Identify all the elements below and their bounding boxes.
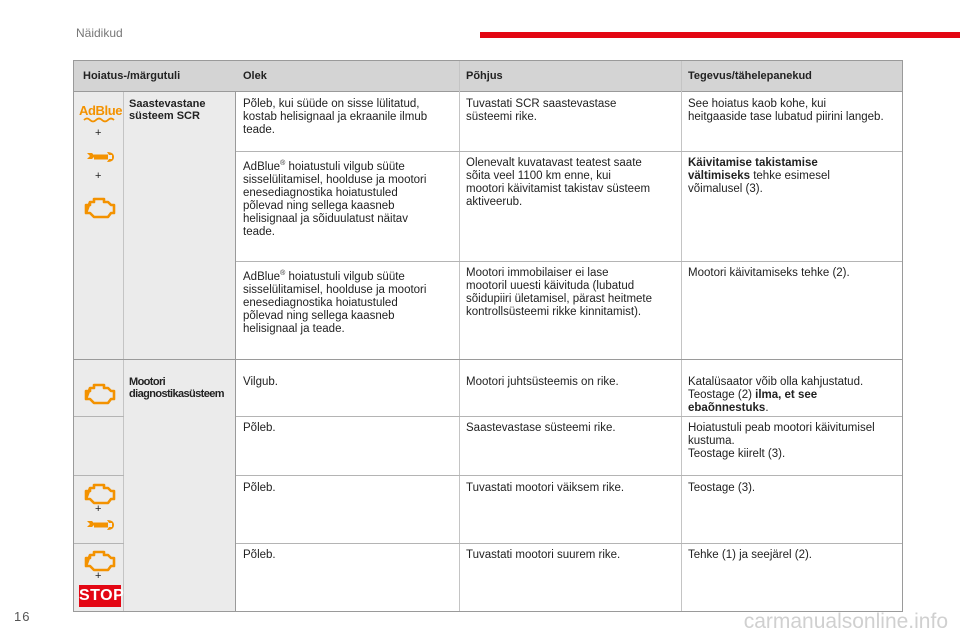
row-divider bbox=[236, 151, 902, 152]
diag-r4-cause: Tuvastati mootori suurem rike. bbox=[466, 549, 621, 561]
diag-r2-cause: Saastevastase süsteemi rike. bbox=[466, 422, 616, 434]
diag-r4-action: Tehke (1) ja seejärel (2). bbox=[688, 549, 812, 561]
indicator-name-column bbox=[124, 92, 236, 611]
row-divider bbox=[236, 475, 902, 476]
wrench-icon bbox=[84, 149, 116, 165]
group-divider bbox=[74, 359, 902, 360]
scr-r1-action: See hoiatus kaob kohe, kui heitgaaside tase lubatud piirini langeb. bbox=[688, 98, 884, 123]
scr-r3-cause: Mootori immobilaiser ei lase mootoril uuesti käivituda (lubatud sõidupiiri ületamisel, pärast heitmete kontrollsüsteemi rikke kinnitamist). bbox=[466, 267, 653, 318]
plus-icon: + bbox=[95, 503, 102, 515]
row-divider bbox=[74, 416, 124, 417]
diag-r2-state: Põleb. bbox=[243, 422, 276, 434]
header-indicator: Hoiatus-/märgutuli bbox=[83, 70, 181, 82]
engine-icon bbox=[84, 196, 116, 220]
section-title: Näidikud bbox=[76, 26, 123, 40]
table-header bbox=[74, 61, 902, 92]
row-divider bbox=[236, 543, 902, 544]
row-divider bbox=[236, 416, 902, 417]
scr-r3-state: AdBlue® hoiatustuli vilgub süüte sisselülitamisel, hoolduse ja mootori enesediagnostika hoiatustuled põlevad ning sellega kaasneb helisignaal ja teade. bbox=[243, 270, 427, 335]
column-divider bbox=[681, 61, 682, 611]
diag-r3-action: Teostage (3). bbox=[688, 482, 756, 494]
indicator-name-diagnostics: Mootori diagnostikasüsteem bbox=[129, 376, 224, 400]
plus-icon: + bbox=[95, 170, 102, 182]
adblue-icon: AdBlue bbox=[79, 103, 123, 118]
header-action: Tegevus/tähelepanekud bbox=[688, 70, 812, 82]
scr-r2-action: Käivitamise takistamise vältimiseks tehke esimesel võimalusel (3). bbox=[688, 157, 830, 195]
plus-icon: + bbox=[95, 570, 102, 582]
scr-r3-action: Mootori käivitamiseks tehke (2). bbox=[688, 267, 850, 279]
header-state: Olek bbox=[243, 70, 267, 82]
row-divider bbox=[236, 261, 902, 262]
row-divider bbox=[74, 475, 124, 476]
stop-icon: STOP bbox=[79, 585, 121, 607]
diag-r3-cause: Tuvastati mootori väiksem rike. bbox=[466, 482, 625, 494]
page-number: 16 bbox=[14, 609, 31, 624]
diag-r1-cause: Mootori juhtsüsteemis on rike. bbox=[466, 376, 619, 388]
watermark: carmanualsonline.info bbox=[743, 610, 948, 633]
row-divider bbox=[74, 543, 124, 544]
scr-r2-state: AdBlue® hoiatustuli vilgub süüte sisselülitamisel, hoolduse ja mootori enesediagnostika hoiatustuled põlevad ning sellega kaasneb helisignaal ja sõiduulatust näitav teade. bbox=[243, 160, 427, 238]
indicator-name-scr: Saastevastane süsteem SCR bbox=[129, 98, 206, 122]
scr-r2-cause: Olenevalt kuvatavast teatest saate sõita veel 1100 km enne, kui mootori käivitamist takistav süsteem aktiveerub. bbox=[466, 157, 651, 208]
header-accent-bar bbox=[480, 32, 960, 38]
diag-r1-action: Katalüsaator võib olla kahjustatud. Teostage (2) ilma, et see ebaõnnestuks. bbox=[688, 376, 864, 414]
header-cause: Põhjus bbox=[466, 70, 503, 82]
diag-r1-state: Vilgub. bbox=[243, 376, 278, 388]
scr-r1-cause: Tuvastati SCR saastevastase süsteemi rike. bbox=[466, 98, 617, 123]
warning-table bbox=[73, 60, 903, 612]
engine-icon bbox=[84, 382, 116, 406]
scr-r1-state: Põleb, kui süüde on sisse lülitatud, kostab helisignaal ja ekraanile ilmub teade. bbox=[243, 98, 428, 136]
wrench-icon bbox=[84, 517, 116, 533]
adblue-wave-icon bbox=[83, 117, 117, 123]
diag-r4-state: Põleb. bbox=[243, 549, 276, 561]
diag-r3-state: Põleb. bbox=[243, 482, 276, 494]
plus-icon: + bbox=[95, 127, 102, 139]
column-divider bbox=[459, 61, 460, 611]
diag-r2-action: Hoiatustuli peab mootori käivitumisel kustuma. Teostage kiirelt (3). bbox=[688, 422, 875, 460]
